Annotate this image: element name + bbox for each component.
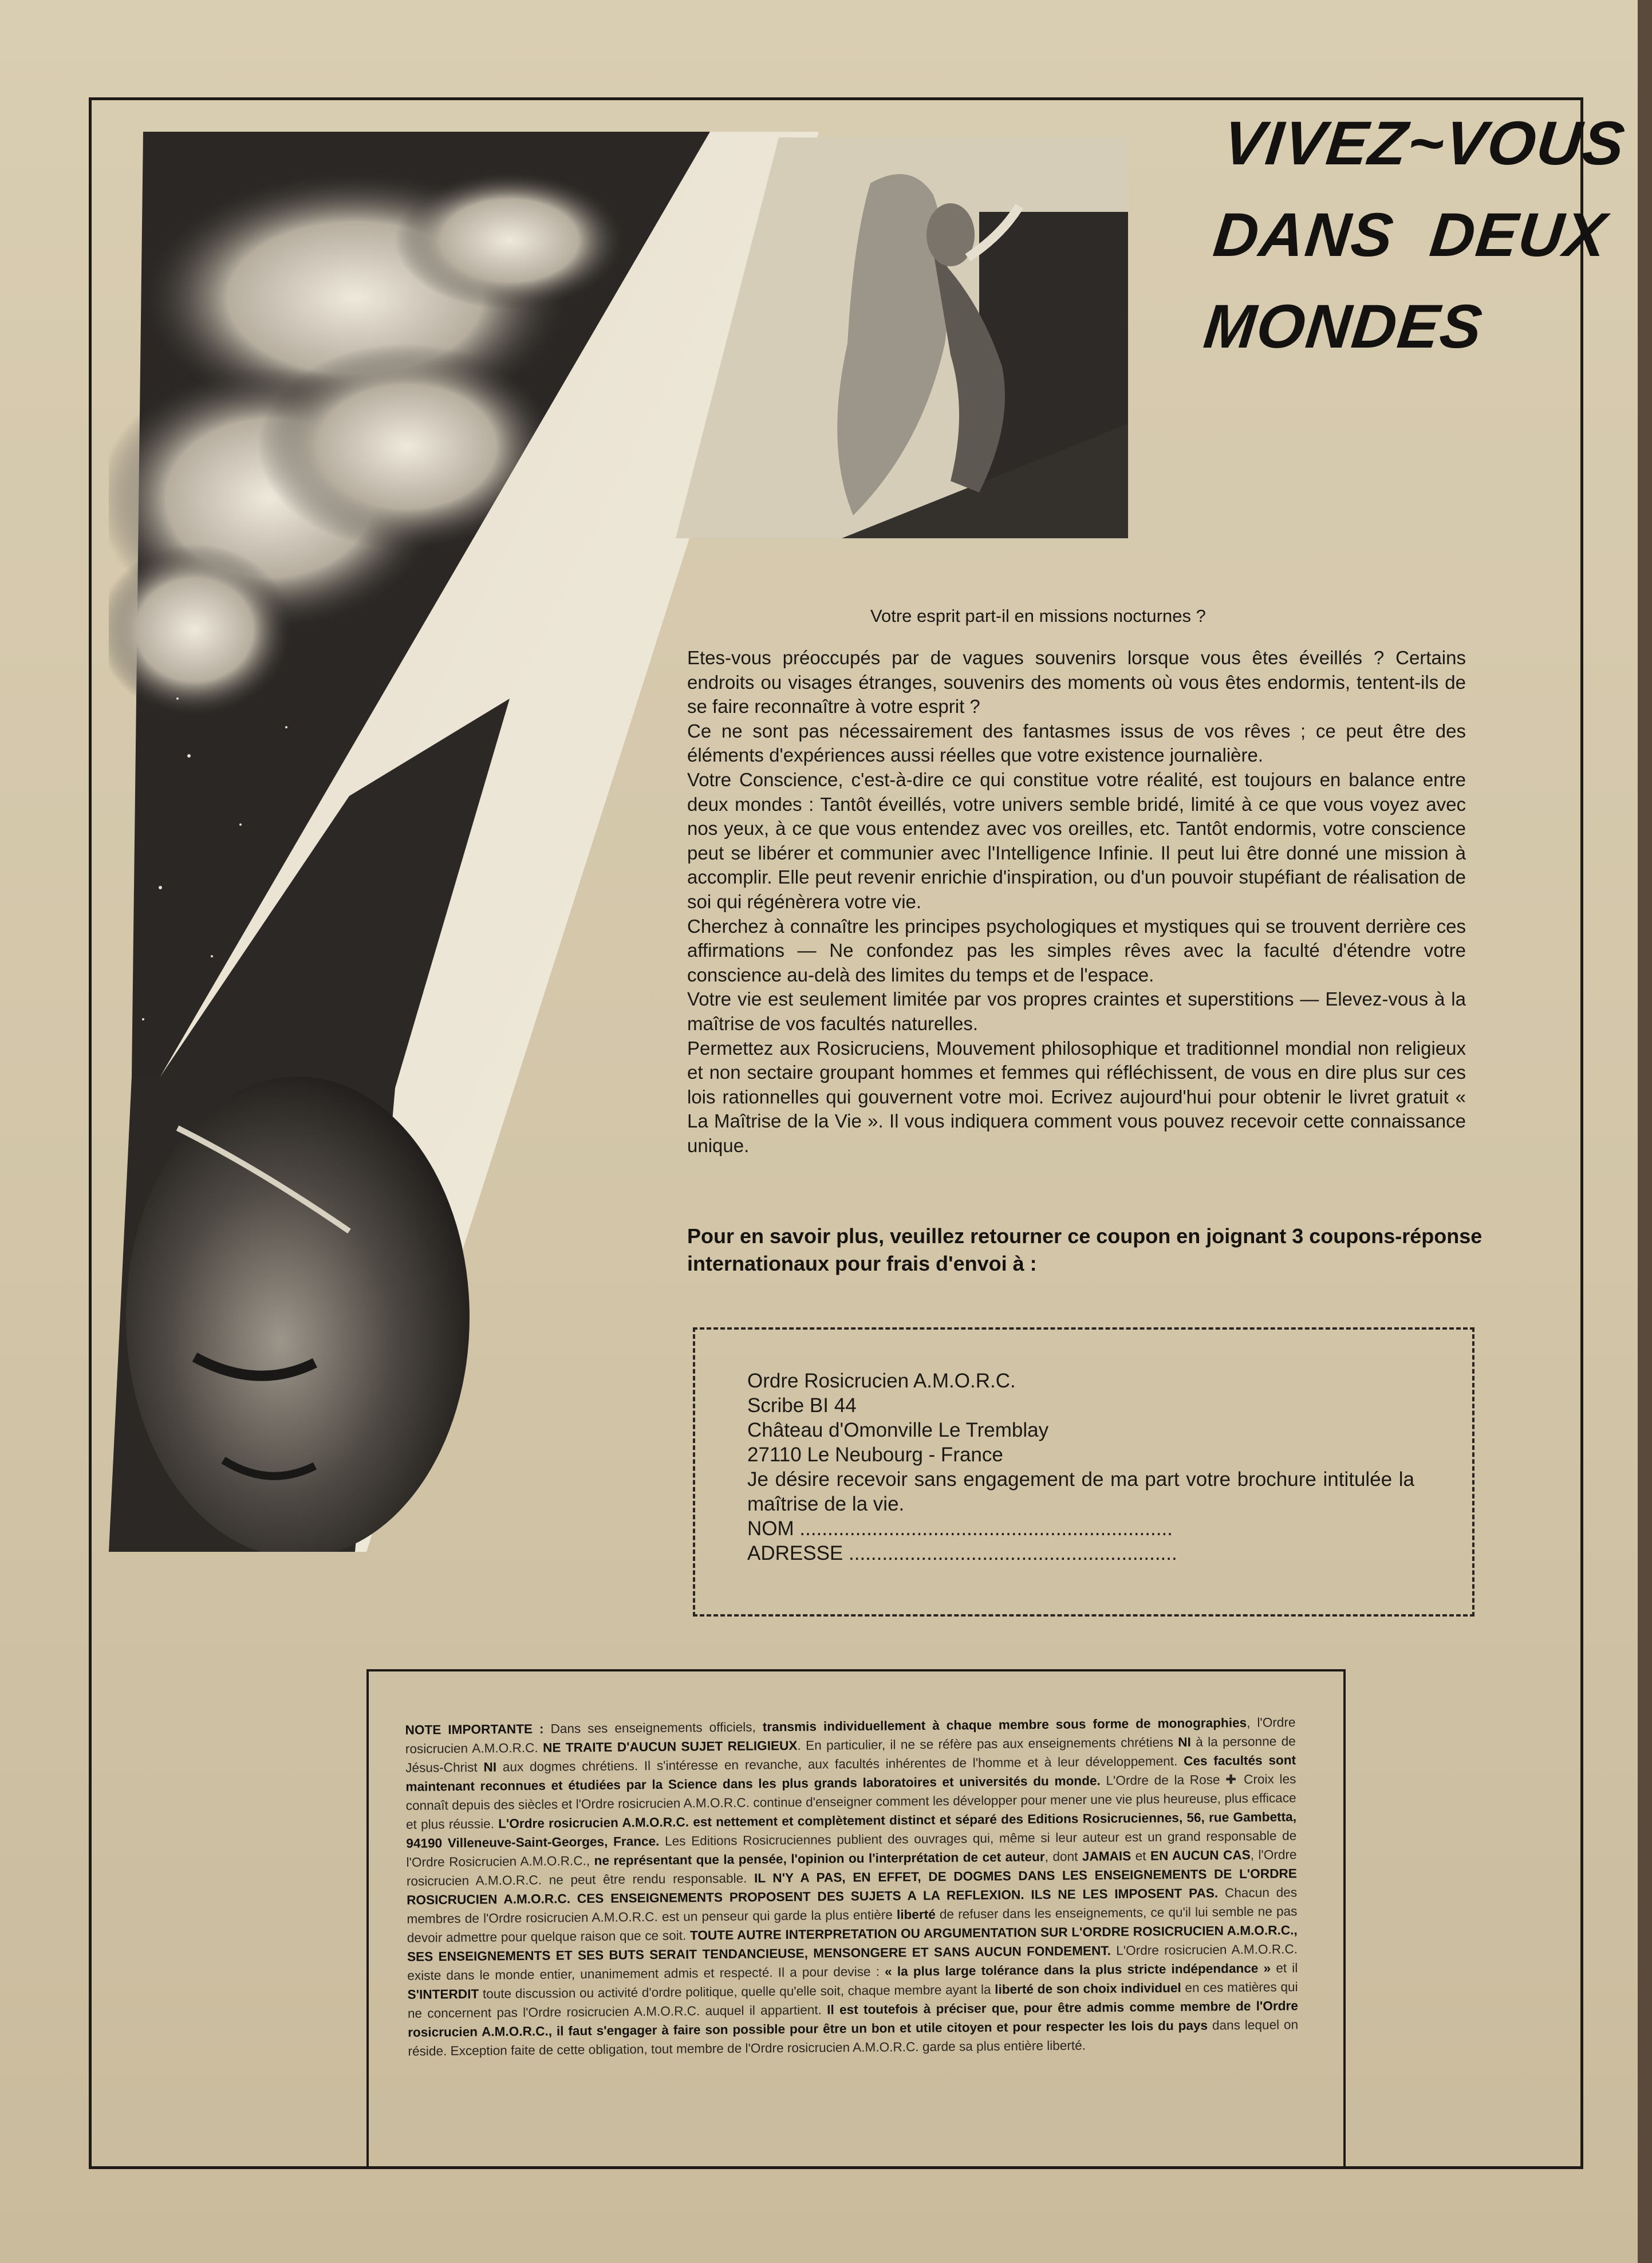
headline-line-2: DANS DEUX <box>1210 200 1611 269</box>
headline <box>1200 97 1629 372</box>
paragraph: Permettez aux Rosicruciens, Mouvement philosophique et traditionnel mondial non religieux et non sectaire groupant hommes et femmes qui réfléchissent, de vous en dire plus sur ces lois rationnelles qui gouvernent votre moi. Ecrivez aujourd'hui pour obtenir le livret gratuit « La Maîtrise de la Vie ». Il vous indiquera comment vous pouvez recevoir cette connaissance unique. <box>687 1037 1466 1156</box>
adresse-field[interactable]: ADRESSE ........................................................... <box>747 1542 1177 1564</box>
coupon-org: Ordre Rosicrucien A.M.O.R.C. <box>747 1370 1016 1392</box>
coupon-request: Je désire recevoir sans engagement de ma part votre brochure intitulée la maîtrise de la vie. <box>747 1468 1414 1515</box>
paragraph: Ce ne sont pas nécessairement des fantasmes issus de vos rêves ; ce peut être des éléments d'expériences aussi réelles que votre existence journalière. <box>687 720 1466 766</box>
coupon <box>747 1369 1414 1566</box>
article-body <box>687 646 1466 1158</box>
coupon-scribe: Scribe BI 44 <box>747 1394 857 1417</box>
coupon-city: 27110 Le Neubourg - France <box>747 1444 1003 1466</box>
sleeping-face <box>126 1077 470 1552</box>
paragraph: Votre vie est seulement limitée par vos propres craintes et superstitions — Elevez-vous à la maîtrise de vos facultés naturelles. <box>687 988 1466 1034</box>
paragraph: Votre Conscience, c'est-à-dire ce qui constitue votre réalité, est toujours en balance entre deux mondes : Tantôt éveillés, votre univers semble bridé, limité à ce que vous voyez avec nos yeux, à ce que vous entendez avec vos oreilles, etc. Tantôt endormis, votre conscience peut se libérer et communier avec l'Intelligence Infinie. Il peut lui être donné une mission à accomplir. Elle peut revenir enrichie d'inspiration, ou d'un pouvoir stupéfiant de réalisation de soi qui régénèrera votre vie. <box>687 768 1466 912</box>
coupon-chateau: Château d'Omonville Le Tremblay <box>747 1419 1049 1441</box>
headline-line-3: MONDES <box>1200 291 1487 361</box>
nom-field[interactable]: NOM ................................................................... <box>747 1517 1173 1540</box>
call-to-action: Pour en savoir plus, veuillez retourner ce coupon en joignant 3 coupons-réponse internationaux pour frais d'envoi à : <box>687 1224 1483 1275</box>
paragraph: Cherchez à connaître les principes psychologiques et mystiques qui se trouvent derrière ces affirmations — Ne confondez pas les simples rêves avec la faculté d'étendre votre conscience au-delà des limites du temps et de l'espace. <box>687 915 1466 985</box>
question-heading: Votre esprit part-il en missions nocturnes ? <box>870 606 1206 626</box>
paragraph: Etes-vous préoccupés par de vagues souvenirs lorsque vous êtes éveillés ? Certains endroits ou visages étranges, souvenirs des moments où vous êtes endormis, tentent-ils de se faire reconnaître à votre esprit ? <box>687 647 1466 717</box>
headline-line-1: VIVEZ~VOUS <box>1220 108 1629 178</box>
important-note: NOTE IMPORTANTE : Dans ses enseignements officiels, transmis individuellement à chaque membre sous forme de monographies, l'Ordre rosicrucien A.M.O.R.C. NE TRAITE D'AUCUN SUJET RELIGIEUX. En particulier, il ne se réfère pas aux enseignements chrétiens NI à la personne de Jésus-Christ NI aux dogmes chrétiens. Il s'intéresse en revanche, aux facultés inhérentes de l'homme et à leur développement. Ces facultés sont maintenant reconnues et étudiées par la Science dans les plus grands laboratoires et universités du monde. L'Ordre de la Rose ✚ Croix les connaît depuis des siècles et l'Ordre rosicrucien A.M.O.R.C. continue d'enseigner comment les développer pour mener une vie plus heureuse, plus efficace et plus réussie. L'Ordre rosicrucien A.M.O.R.C. est nettement et complètement distinct et séparé des Editions Rosicruciennes, 56, rue Gambetta, 94190 Villeneuve-Saint-Georges, France. Les Editions Rosicruciennes publient des ouvrages qui, même si leur auteur est un grand responsable de l'Ordre Rosicrucien A.M.O.R.C., ne représentant que la pensée, l'opinion ou l'interprétation de cet auteur, dont JAMAIS et EN AUCUN CAS, l'Ordre rosicrucien A.M.O.R.C. ne peut être rendu responsable. IL N'Y A PAS, EN EFFET, DE DOGMES DANS LES ENSEIGNEMENTS DE L'ORDRE ROSICRUCIEN A.M.O.R.C. CES ENSEIGNEMENTS PROPOSENT DES SUJETS A LA REFLEXION. ILS NE LES IMPOSENT PAS. Chacun des membres de l'Ordre rosicrucien A.M.O.R.C. est un penseur qui garde la plus entière liberté de refuser dans les enseignements, ce qu'il lui semble ne pas devoir admettre pour quelque raison que ce soit. TOUTE AUTRE INTERPRETATION OU ARGUMENTATION SUR L'ORDRE ROSICRUCIEN A.M.O.R.C., SES ENSEIGNEMENTS ET SES BUTS SERAIT TENDANCIEUSE, MENSONGERE ET SANS AUCUN FONDEMENT. L'Ordre rosicrucien A.M.O.R.C. existe dans le monde entier, unanimement admis et respecté. Il a pour devise : « la plus large tolérance dans la plus stricte indépendance » et il S'INTERDIT toute discussion ou activité d'ordre politique, quelle qu'elle soit, chaque membre ayant la liberté de son choix individuel en ces matières qui ne concernent pas l'Ordre rosicrucien A.M.O.R.C. auquel il appartient. Il est toutefois à préciser que, pour être admis comme membre de l'Ordre rosicrucien A.M.O.R.C., il faut s'engager à faire son possible pour être un bon et utile citoyen et pour respecter les lois du pays dans lequel on réside. Exception faite de cette obligation, tout membre de l'Ordre rosicrucien A.M.O.R.C. garde sa plus entière liberté. <box>405 1715 1299 2059</box>
